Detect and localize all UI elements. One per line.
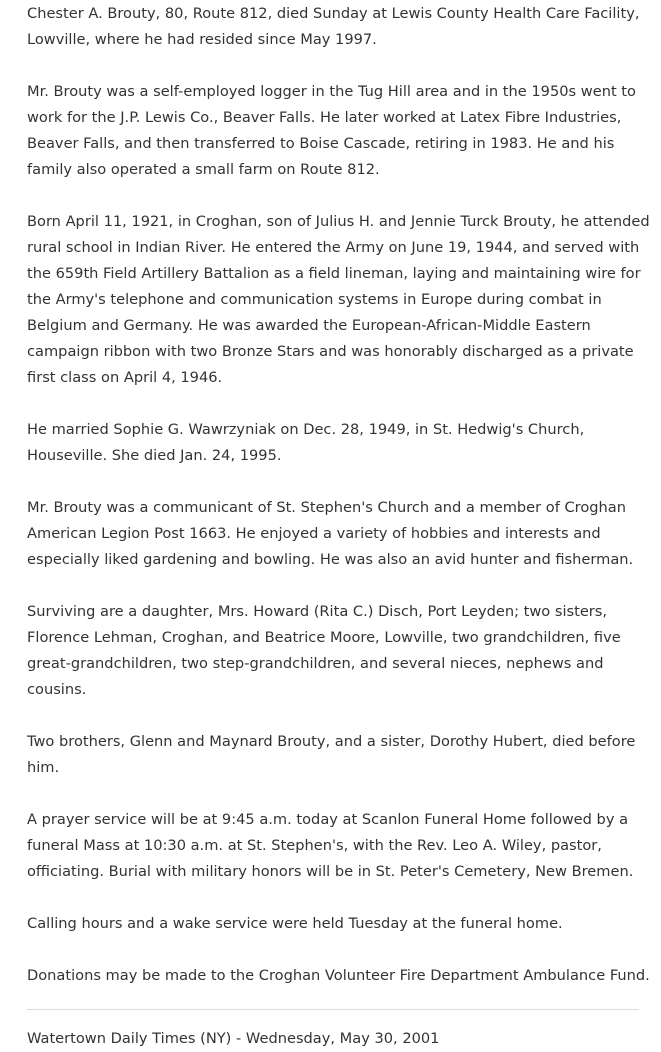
divider (27, 1009, 639, 1010)
paragraph-birth-military: Born April 11, 1921, in Croghan, son of Julius H. and Jennie Turck Brouty, he attended rural school in Indian River. He entered the Army on June 19, 1944, and served with the 659th Field Artillery Battalion as a field lineman, laying and maintaining wire for the Army's telephone and communication systems in Europe during combat in Belgium and Germany. He was awarded the European-African-Middle Eastern campaign ribbon with two Bronze Stars and was honorably discharged as a private first class on April 4, 1946. (27, 213, 650, 386)
source-citation: Watertown Daily Times (NY) - Wednesday, May 30, 2001 (27, 1030, 440, 1047)
paragraph-donations: Donations may be made to the Croghan Volunteer Fire Department Ambulance Fund. (27, 967, 650, 984)
paragraph-predeceased: Two brothers, Glenn and Maynard Brouty, and a sister, Dorothy Hubert, died before him. (27, 733, 636, 776)
paragraph-death-notice: Chester A. Brouty, 80, Route 812, died Sunday at Lewis County Health Care Facility, Lowville, where he had resided since May 1997. (27, 5, 640, 48)
paragraph-calling-hours: Calling hours and a wake service were held Tuesday at the funeral home. (27, 915, 563, 932)
paragraph-survivors: Surviving are a daughter, Mrs. Howard (Rita C.) Disch, Port Leyden; two sisters, Florence Lehman, Croghan, and Beatrice Moore, Lowville, two grandchildren, five great-grandchildren, two step-grandchildren, and several nieces, nephews and cousins. (27, 603, 621, 698)
paragraph-services: A prayer service will be at 9:45 a.m. today at Scanlon Funeral Home followed by a funeral Mass at 10:30 a.m. at St. Stephen's, with the Rev. Leo A. Wiley, pastor, officiating. Burial with military honors will be in St. Peter's Cemetery, New Bremen. (27, 811, 634, 880)
paragraph-career: Mr. Brouty was a self-employed logger in the Tug Hill area and in the 1950s went to work for the J.P. Lewis Co., Beaver Falls. He later worked at Latex Fibre Industries, Beaver Falls, and then transferred to Boise Cascade, retiring in 1983. He and his family also operated a small farm on Route 812. (27, 83, 636, 178)
paragraph-memberships: Mr. Brouty was a communicant of St. Stephen's Church and a member of Croghan American Legion Post 1663. He enjoyed a variety of hobbies and interests and especially liked gardening and bowling. He was also an avid hunter and fisherman. (27, 499, 634, 568)
paragraph-marriage: He married Sophie G. Wawrzyniak on Dec. 28, 1949, in St. Hedwig's Church, Houseville. She died Jan. 24, 1995. (27, 421, 585, 464)
